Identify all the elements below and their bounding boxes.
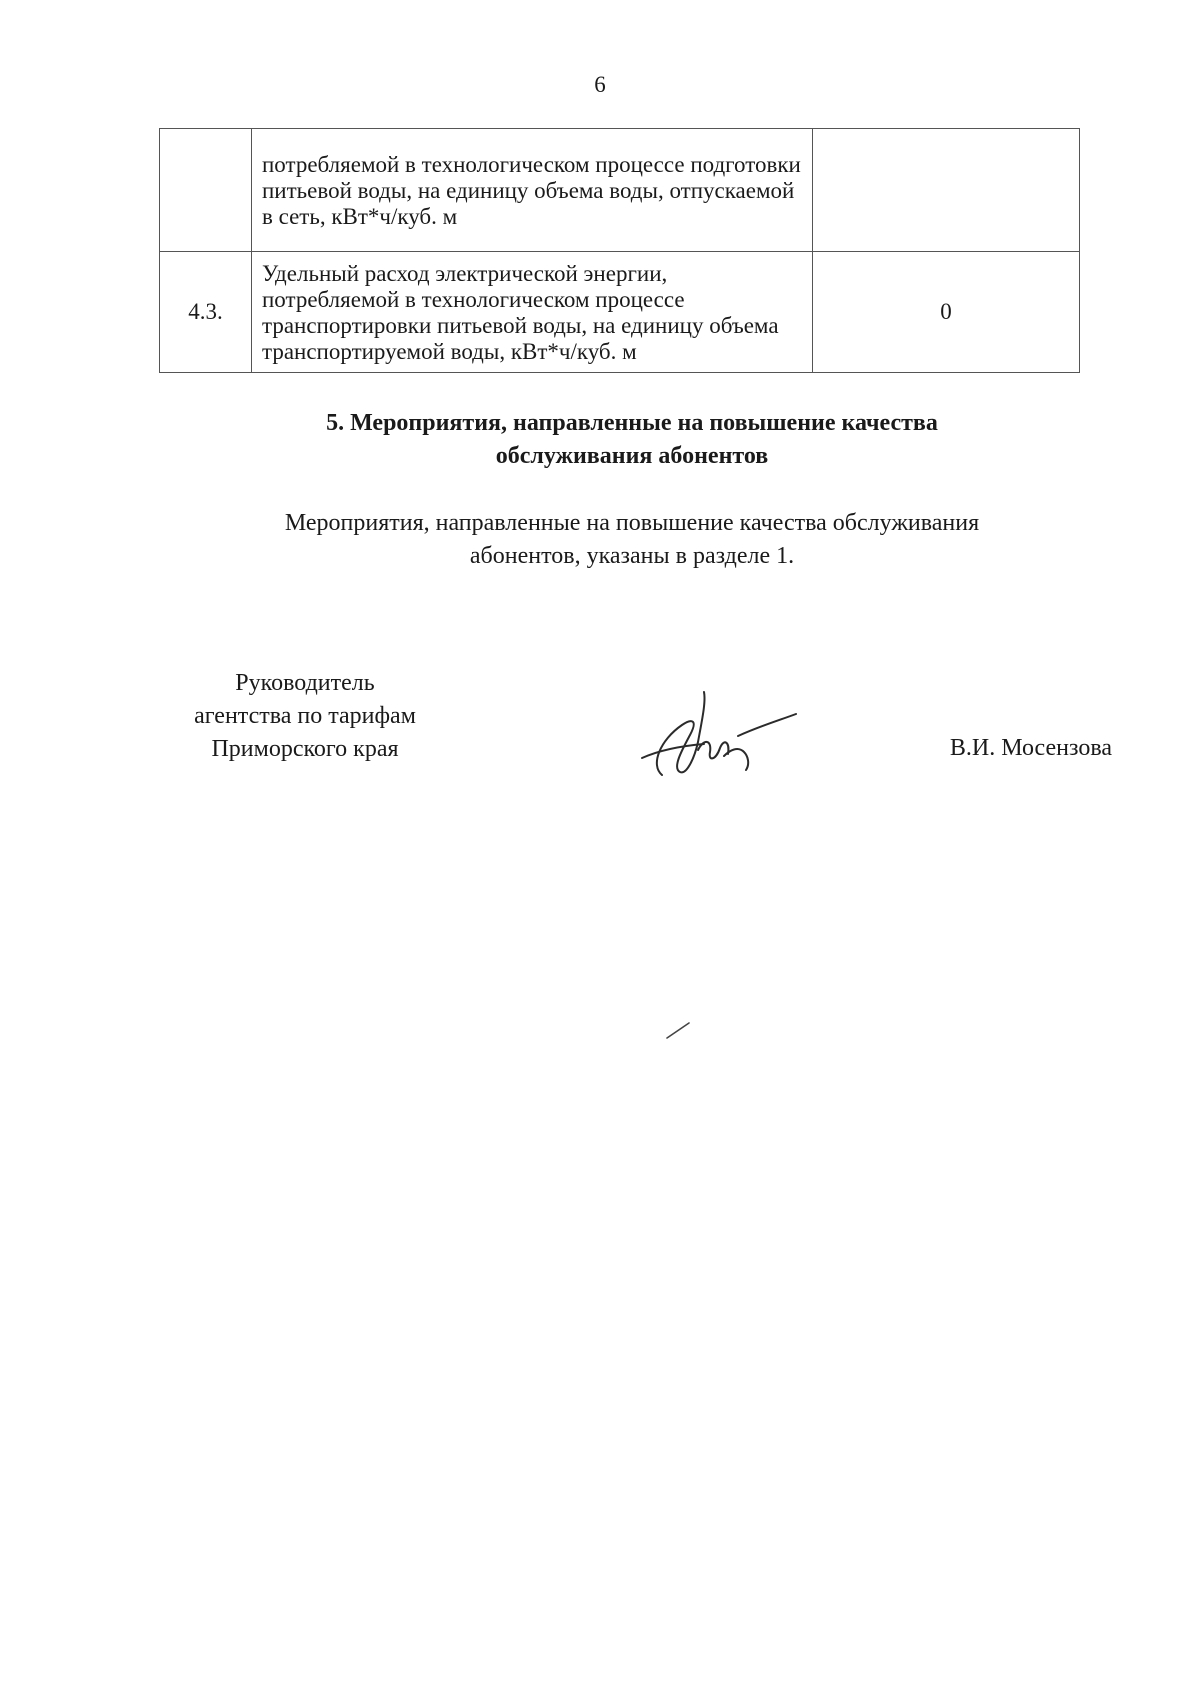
section-heading-line: обслуживания абонентов xyxy=(495,443,769,469)
section-heading-line: 5. Мероприятия, направленные на повышение качества xyxy=(326,410,938,436)
section-heading xyxy=(0,407,1200,473)
section-body xyxy=(0,507,1200,573)
row-description-cell: Удельный расход электрической энергии, потребляемой в технологическом процессе транспортировки питьевой воды, на единицу объема транспортируемой воды, кВт*ч/куб. м xyxy=(252,252,813,373)
handwritten-signature xyxy=(620,680,800,790)
signer-position-line: Приморского края xyxy=(211,736,399,762)
row-number-cell xyxy=(160,129,252,252)
stray-pen-mark xyxy=(665,1020,691,1040)
indicators-table xyxy=(159,128,1080,373)
row-number-cell: 4.3. xyxy=(160,252,252,373)
table-row xyxy=(160,252,1080,373)
row-description-cell: потребляемой в технологическом процессе подготовки питьевой воды, на единицу объема воды, отпускаемой в сеть, кВт*ч/куб. м xyxy=(252,129,813,252)
section-body-line: абонентов, указаны в разделе 1. xyxy=(469,543,795,569)
signer-position xyxy=(150,667,460,766)
row-value-cell xyxy=(813,129,1080,252)
signer-position-line: Руководитель xyxy=(235,670,375,696)
table-row xyxy=(160,129,1080,252)
signer-name: В.И. Мосензова xyxy=(949,735,1112,761)
row-value-cell: 0 xyxy=(813,252,1080,373)
signer-position-line: агентства по тарифам xyxy=(194,703,416,729)
page-number: 6 xyxy=(594,72,606,97)
section-body-line: Мероприятия, направленные на повышение качества обслуживания xyxy=(284,510,980,536)
